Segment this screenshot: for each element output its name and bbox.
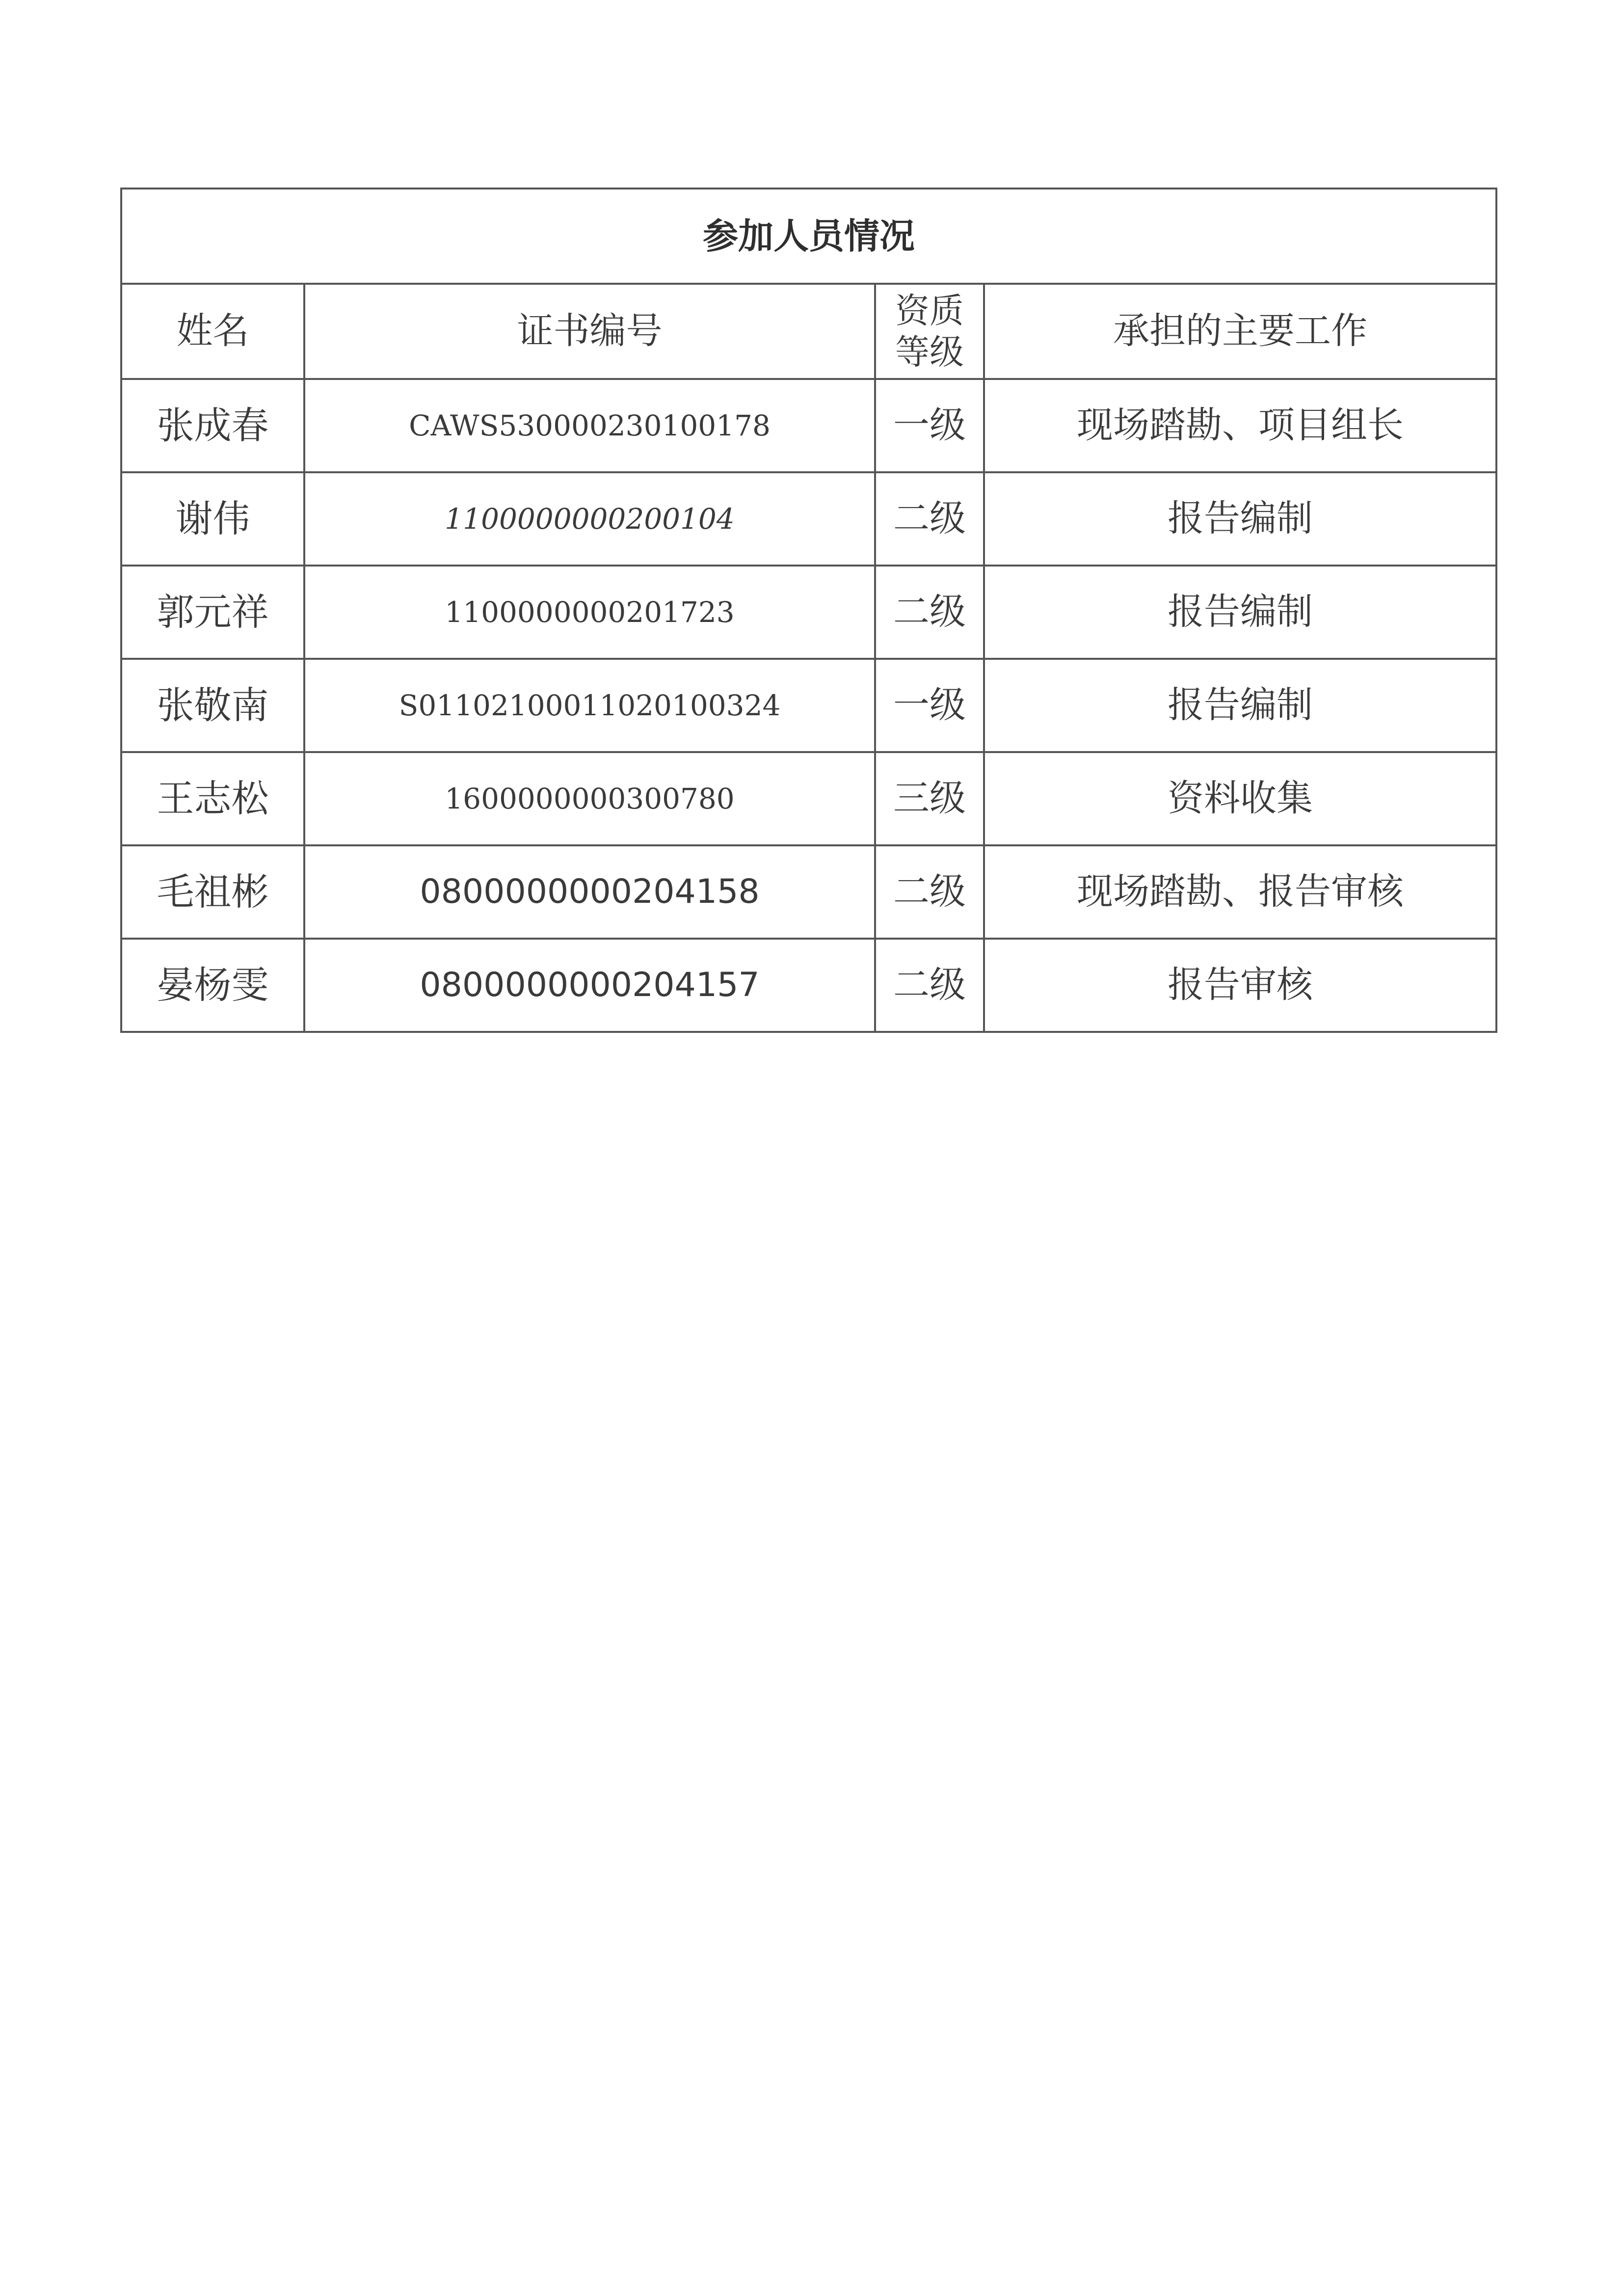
- qualification-level: 一级: [875, 379, 984, 472]
- qualification-level: 二级: [875, 472, 984, 566]
- table-title: 参加人员情况: [121, 189, 1496, 284]
- main-duty: 报告编制: [984, 472, 1496, 566]
- cert-number: 1100000000200104: [304, 472, 875, 566]
- qualification-level: 二级: [875, 566, 984, 659]
- table-header-row: [121, 284, 1496, 379]
- person-name: 张敬南: [121, 659, 304, 752]
- table-row: [121, 659, 1496, 752]
- header-qualification-line1: 资质: [895, 291, 964, 331]
- table-title-row: [121, 189, 1496, 284]
- qualification-level: 一级: [875, 659, 984, 752]
- table-row: [121, 472, 1496, 566]
- person-name: 毛祖彬: [121, 845, 304, 939]
- cert-number: 1600000000300780: [304, 752, 875, 845]
- qualification-level: 三级: [875, 752, 984, 845]
- cert-number: 0800000000204157: [304, 939, 875, 1032]
- header-name: 姓名: [121, 284, 304, 379]
- header-qualification-line2: 等级: [895, 332, 964, 372]
- table-row: [121, 566, 1496, 659]
- qualification-level: 二级: [875, 845, 984, 939]
- main-duty: 现场踏勘、报告审核: [984, 845, 1496, 939]
- header-cert: 证书编号: [304, 284, 875, 379]
- table-row: [121, 845, 1496, 939]
- header-duty: 承担的主要工作: [984, 284, 1496, 379]
- person-name: 张成春: [121, 379, 304, 472]
- table-row: [121, 939, 1496, 1032]
- main-duty: 现场踏勘、项目组长: [984, 379, 1496, 472]
- main-duty: 报告编制: [984, 566, 1496, 659]
- person-name: 王志松: [121, 752, 304, 845]
- main-duty: 报告编制: [984, 659, 1496, 752]
- table-row: [121, 379, 1496, 472]
- staff-table: [120, 188, 1497, 1033]
- cert-number: 0800000000204158: [304, 845, 875, 939]
- main-duty: 报告审核: [984, 939, 1496, 1032]
- cert-number: S01102100011020100324: [304, 659, 875, 752]
- cert-number: CAWS530000230100178: [304, 379, 875, 472]
- qualification-level: 二级: [875, 939, 984, 1032]
- person-name: 谢伟: [121, 472, 304, 566]
- person-name: 晏杨雯: [121, 939, 304, 1032]
- cert-number: 1100000000201723: [304, 566, 875, 659]
- header-qualification: [875, 284, 984, 379]
- table-row: [121, 752, 1496, 845]
- person-name: 郭元祥: [121, 566, 304, 659]
- main-duty: 资料收集: [984, 752, 1496, 845]
